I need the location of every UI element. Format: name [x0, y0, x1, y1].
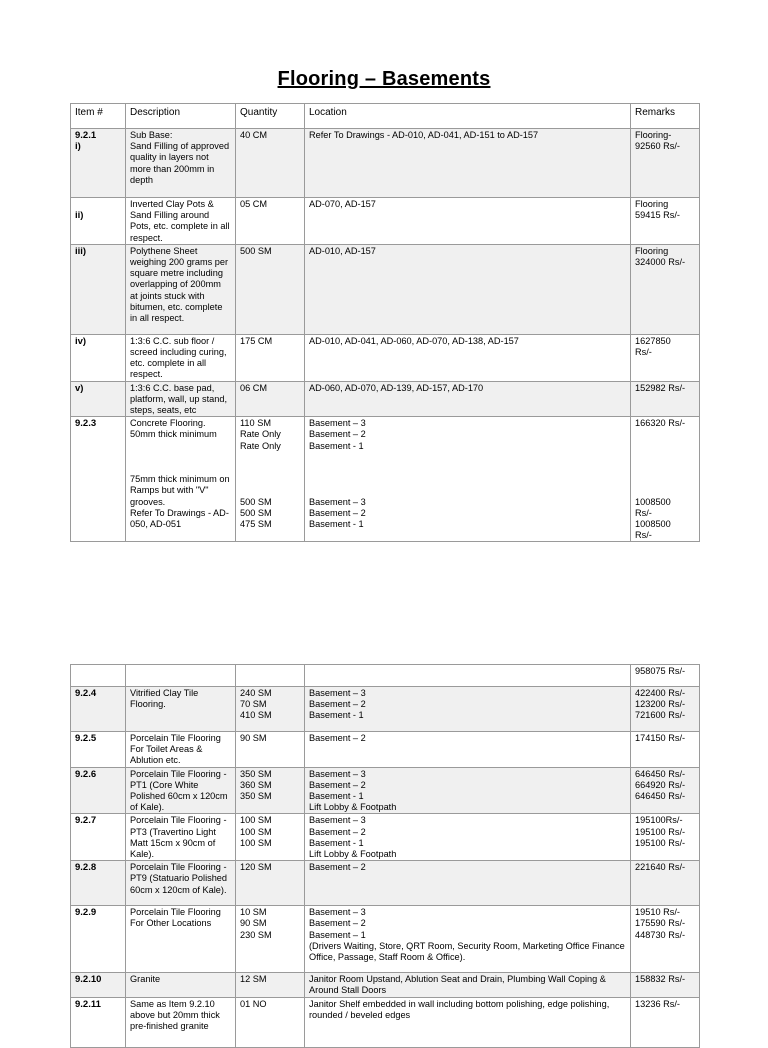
cell-location: AD-010, AD-157 — [305, 244, 631, 334]
cell-location: Basement – 3 Basement – 2 Basement - 1 — [305, 687, 631, 732]
cell-location: Basement – 3 Basement – 2 Basement - 1 Basement – 3 Basement – 2 Basement - 1 — [305, 417, 631, 542]
cell-description: 1:3:6 C.C. sub floor / screed including curing, etc. complete in all respect. — [126, 334, 236, 381]
table-row — [71, 334, 700, 381]
table-row — [71, 244, 700, 334]
cell-description: Granite — [126, 973, 236, 997]
cell-location — [305, 665, 631, 687]
cell-location: Janitor Room Upstand, Ablution Seat and Drain, Plumbing Wall Coping & Around Stall Doors — [305, 973, 631, 997]
cell-remarks: 158832 Rs/- — [631, 973, 700, 997]
cell-description: Concrete Flooring. 50mm thick minimum 75mm thick minimum on Ramps but with "V" grooves. Refer To Drawings - AD-050, AD-051 — [126, 417, 236, 542]
cell-remarks: 1627850 Rs/- — [631, 334, 700, 381]
cell-remarks: 174150 Rs/- — [631, 732, 700, 768]
flooring-table-page-2 — [70, 664, 700, 1048]
table-row — [71, 381, 700, 417]
cell-quantity: 110 SM Rate Only Rate Only 500 SM 500 SM 475 SM — [236, 417, 305, 542]
table-row — [71, 973, 700, 997]
cell-quantity: 175 CM — [236, 334, 305, 381]
cell-quantity: 240 SM 70 SM 410 SM — [236, 687, 305, 732]
cell-item: 9.2.3 — [71, 417, 126, 542]
table-row — [71, 665, 700, 687]
cell-location: Basement – 2 — [305, 732, 631, 768]
cell-quantity: 06 CM — [236, 381, 305, 417]
cell-item: 9.2.4 — [71, 687, 126, 732]
cell-item: 9.2.1 i) — [71, 129, 126, 198]
table-row — [71, 814, 700, 861]
cell-quantity — [236, 665, 305, 687]
cell-item: 9.2.5 — [71, 732, 126, 768]
cell-remarks: 19510 Rs/- 175590 Rs/- 448730 Rs/- — [631, 906, 700, 973]
cell-remarks: 166320 Rs/- 1008500 Rs/- 1008500 Rs/- — [631, 417, 700, 542]
cell-item: 9.2.11 — [71, 997, 126, 1047]
cell-item: 9.2.10 — [71, 973, 126, 997]
table-header-row — [71, 104, 700, 129]
header-item: Item # — [71, 104, 126, 129]
cell-description: Vitrified Clay Tile Flooring. — [126, 687, 236, 732]
cell-item: 9.2.9 — [71, 906, 126, 973]
cell-item — [71, 665, 126, 687]
cell-remarks: 195100Rs/- 195100 Rs/- 195100 Rs/- — [631, 814, 700, 861]
cell-remarks: 646450 Rs/- 664920 Rs/- 646450 Rs/- — [631, 767, 700, 814]
cell-description: Same as Item 9.2.10 above but 20mm thick pre-finished granite — [126, 997, 236, 1047]
table-row — [71, 732, 700, 768]
cell-description: 1:3:6 C.C. base pad, platform, wall, up stand, steps, seats, etc — [126, 381, 236, 417]
cell-quantity: 10 SM 90 SM 230 SM — [236, 906, 305, 973]
header-description: Description — [126, 104, 236, 129]
cell-location: AD-070, AD-157 — [305, 198, 631, 245]
cell-description: Porcelain Tile Flooring - PT3 (Travertino Light Matt 15cm x 90cm of Kale). — [126, 814, 236, 861]
cell-remarks: Flooring 59415 Rs/- — [631, 198, 700, 245]
table-row — [71, 861, 700, 906]
header-remarks: Remarks — [631, 104, 700, 129]
cell-location: Refer To Drawings - AD-010, AD-041, AD-151 to AD-157 — [305, 129, 631, 198]
cell-description: Sub Base: Sand Filling of approved quality in layers not more than 200mm in depth — [126, 129, 236, 198]
table-row — [71, 417, 700, 542]
cell-remarks: 13236 Rs/- — [631, 997, 700, 1047]
flooring-table-page-1 — [70, 103, 700, 542]
table-row — [71, 198, 700, 245]
cell-remarks: 422400 Rs/- 123200 Rs/- 721600 Rs/- — [631, 687, 700, 732]
cell-item: 9.2.7 — [71, 814, 126, 861]
cell-description — [126, 665, 236, 687]
cell-location: AD-060, AD-070, AD-139, AD-157, AD-170 — [305, 381, 631, 417]
cell-quantity: 500 SM — [236, 244, 305, 334]
cell-remarks: Flooring- 92560 Rs/- — [631, 129, 700, 198]
cell-item: ii) — [71, 198, 126, 245]
cell-quantity: 350 SM 360 SM 350 SM — [236, 767, 305, 814]
cell-quantity: 90 SM — [236, 732, 305, 768]
cell-quantity: 120 SM — [236, 861, 305, 906]
cell-remarks: Flooring 324000 Rs/- — [631, 244, 700, 334]
cell-description: Porcelain Tile Flooring - PT9 (Statuario Polished 60cm x 120cm of Kale). — [126, 861, 236, 906]
cell-item: iv) — [71, 334, 126, 381]
cell-item: 9.2.8 — [71, 861, 126, 906]
cell-quantity: 01 NO — [236, 997, 305, 1047]
cell-description: Porcelain Tile Flooring For Other Locations — [126, 906, 236, 973]
cell-quantity: 40 CM — [236, 129, 305, 198]
cell-description: Porcelain Tile Flooring For Toilet Areas & Ablution etc. — [126, 732, 236, 768]
header-location: Location — [305, 104, 631, 129]
cell-location: Basement – 3 Basement – 2 Basement – 1 (Drivers Waiting, Store, QRT Room, Security Room, Marketing Office Finance Office, Passage, Staff Room & Office). — [305, 906, 631, 973]
cell-remarks: 152982 Rs/- — [631, 381, 700, 417]
table-row — [71, 997, 700, 1047]
cell-location: Janitor Shelf embedded in wall including bottom polishing, edge polishing, rounded / beveled edges — [305, 997, 631, 1047]
page-title: Flooring – Basements — [277, 68, 491, 90]
table-row — [71, 687, 700, 732]
cell-location: AD-010, AD-041, AD-060, AD-070, AD-138, AD-157 — [305, 334, 631, 381]
header-quantity: Quantity — [236, 104, 305, 129]
cell-item: 9.2.6 — [71, 767, 126, 814]
cell-quantity: 100 SM 100 SM 100 SM — [236, 814, 305, 861]
table-row — [71, 906, 700, 973]
cell-description: Porcelain Tile Flooring - PT1 (Core White Polished 60cm x 120cm of Kale). — [126, 767, 236, 814]
cell-location: Basement – 2 — [305, 861, 631, 906]
cell-item: iii) — [71, 244, 126, 334]
cell-description: Inverted Clay Pots & Sand Filling around Pots, etc. complete in all respect. — [126, 198, 236, 245]
cell-remarks: 958075 Rs/- — [631, 665, 700, 687]
table-row — [71, 129, 700, 198]
table-row — [71, 767, 700, 814]
cell-item: v) — [71, 381, 126, 417]
cell-location: Basement – 3 Basement – 2 Basement - 1 Lift Lobby & Footpath — [305, 767, 631, 814]
cell-location: Basement – 3 Basement – 2 Basement - 1 Lift Lobby & Footpath — [305, 814, 631, 861]
cell-description: Polythene Sheet weighing 200 grams per square metre including overlapping of 200mm at joints stuck with bitumen, etc. complete in all respect. — [126, 244, 236, 334]
cell-quantity: 12 SM — [236, 973, 305, 997]
cell-quantity: 05 CM — [236, 198, 305, 245]
cell-remarks: 221640 Rs/- — [631, 861, 700, 906]
